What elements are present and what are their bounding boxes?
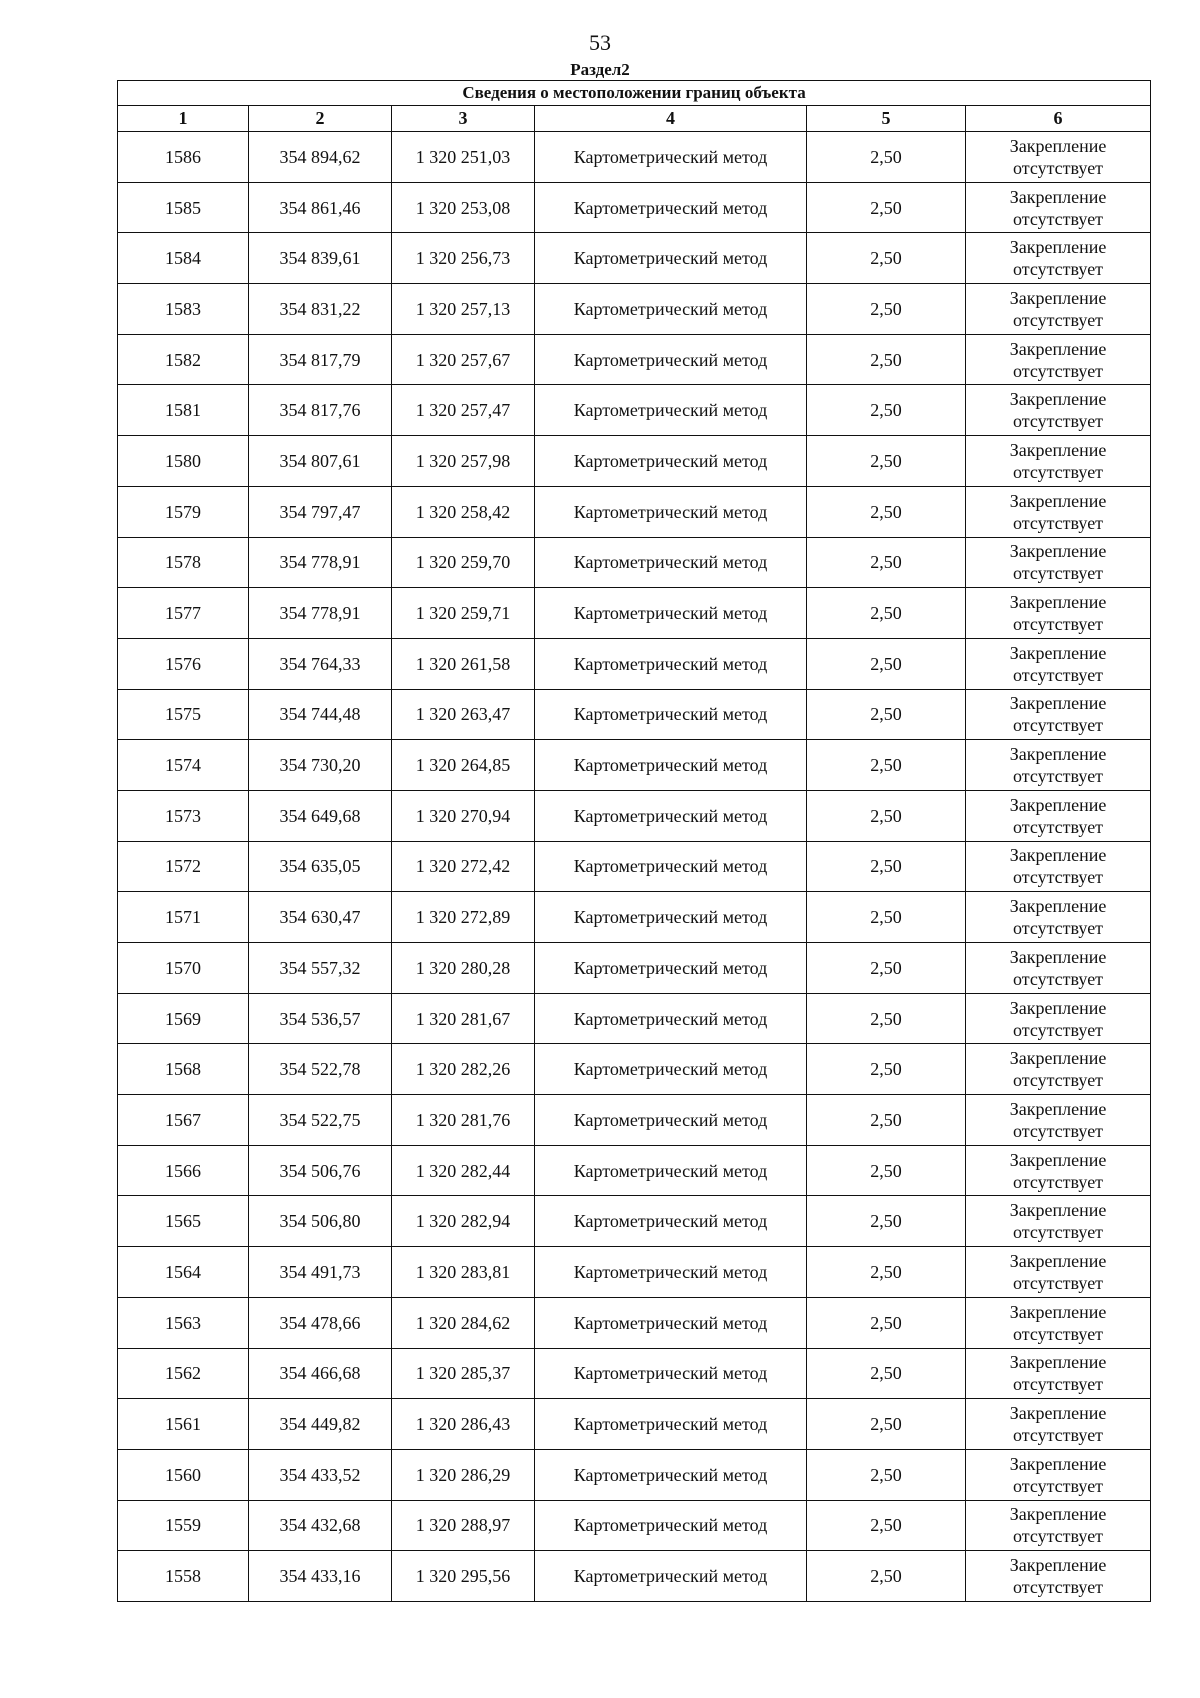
accuracy-cell: 2,50 [807, 1500, 966, 1551]
table-row [118, 1449, 1151, 1500]
y-coordinate-cell: 1 320 259,71 [392, 588, 535, 639]
fixing-description-cell: Закрепление отсутствует [966, 740, 1151, 791]
x-coordinate-cell: 354 466,68 [249, 1348, 392, 1399]
point-number-cell: 1574 [118, 740, 249, 791]
point-number-cell: 1573 [118, 790, 249, 841]
point-number-cell: 1575 [118, 689, 249, 740]
method-cell: Картометрический метод [535, 841, 807, 892]
x-coordinate-cell: 354 433,52 [249, 1449, 392, 1500]
fixing-description-cell: Закрепление отсутствует [966, 943, 1151, 994]
table-row [118, 588, 1151, 639]
y-coordinate-cell: 1 320 286,29 [392, 1449, 535, 1500]
accuracy-cell: 2,50 [807, 790, 966, 841]
x-coordinate-cell: 354 506,76 [249, 1145, 392, 1196]
method-cell: Картометрический метод [535, 790, 807, 841]
accuracy-cell: 2,50 [807, 182, 966, 233]
fixing-description-cell: Закрепление отсутствует [966, 182, 1151, 233]
point-number-cell: 1566 [118, 1145, 249, 1196]
y-coordinate-cell: 1 320 295,56 [392, 1551, 535, 1602]
point-number-cell: 1578 [118, 537, 249, 588]
table-row [118, 1297, 1151, 1348]
accuracy-cell: 2,50 [807, 1196, 966, 1247]
x-coordinate-cell: 354 778,91 [249, 537, 392, 588]
x-coordinate-cell: 354 536,57 [249, 993, 392, 1044]
fixing-description-cell: Закрепление отсутствует [966, 1399, 1151, 1450]
accuracy-cell: 2,50 [807, 1145, 966, 1196]
column-header: 6 [966, 106, 1151, 132]
y-coordinate-cell: 1 320 253,08 [392, 182, 535, 233]
accuracy-cell: 2,50 [807, 1449, 966, 1500]
accuracy-cell: 2,50 [807, 1297, 966, 1348]
accuracy-cell: 2,50 [807, 1348, 966, 1399]
fixing-description-cell: Закрепление отсутствует [966, 537, 1151, 588]
y-coordinate-cell: 1 320 259,70 [392, 537, 535, 588]
accuracy-cell: 2,50 [807, 689, 966, 740]
fixing-description-cell: Закрепление отсутствует [966, 993, 1151, 1044]
fixing-description-cell: Закрепление отсутствует [966, 1297, 1151, 1348]
table-caption: Сведения о местоположении границ объекта [118, 81, 1151, 106]
accuracy-cell: 2,50 [807, 638, 966, 689]
point-number-cell: 1584 [118, 233, 249, 284]
y-coordinate-cell: 1 320 282,26 [392, 1044, 535, 1095]
x-coordinate-cell: 354 491,73 [249, 1247, 392, 1298]
table-row [118, 436, 1151, 487]
boundary-coordinates-table [117, 80, 1151, 1602]
method-cell: Картометрический метод [535, 182, 807, 233]
y-coordinate-cell: 1 320 257,67 [392, 334, 535, 385]
x-coordinate-cell: 354 635,05 [249, 841, 392, 892]
method-cell: Картометрический метод [535, 1196, 807, 1247]
y-coordinate-cell: 1 320 270,94 [392, 790, 535, 841]
point-number-cell: 1571 [118, 892, 249, 943]
accuracy-cell: 2,50 [807, 284, 966, 335]
table-row [118, 537, 1151, 588]
column-header: 2 [249, 106, 392, 132]
point-number-cell: 1565 [118, 1196, 249, 1247]
y-coordinate-cell: 1 320 281,67 [392, 993, 535, 1044]
table-row [118, 1145, 1151, 1196]
fixing-description-cell: Закрепление отсутствует [966, 1449, 1151, 1500]
fixing-description-cell: Закрепление отсутствует [966, 1145, 1151, 1196]
method-cell: Картометрический метод [535, 486, 807, 537]
fixing-description-cell: Закрепление отсутствует [966, 689, 1151, 740]
method-cell: Картометрический метод [535, 1247, 807, 1298]
accuracy-cell: 2,50 [807, 740, 966, 791]
accuracy-cell: 2,50 [807, 1399, 966, 1450]
x-coordinate-cell: 354 449,82 [249, 1399, 392, 1450]
fixing-description-cell: Закрепление отсутствует [966, 1247, 1151, 1298]
table-row [118, 689, 1151, 740]
table-row [118, 943, 1151, 994]
table-row [118, 1348, 1151, 1399]
fixing-description-cell: Закрепление отсутствует [966, 1095, 1151, 1146]
point-number-cell: 1558 [118, 1551, 249, 1602]
accuracy-cell: 2,50 [807, 233, 966, 284]
point-number-cell: 1559 [118, 1500, 249, 1551]
y-coordinate-cell: 1 320 283,81 [392, 1247, 535, 1298]
table-row [118, 1196, 1151, 1247]
point-number-cell: 1579 [118, 486, 249, 537]
accuracy-cell: 2,50 [807, 993, 966, 1044]
y-coordinate-cell: 1 320 280,28 [392, 943, 535, 994]
x-coordinate-cell: 354 839,61 [249, 233, 392, 284]
accuracy-cell: 2,50 [807, 436, 966, 487]
y-coordinate-cell: 1 320 257,98 [392, 436, 535, 487]
x-coordinate-cell: 354 861,46 [249, 182, 392, 233]
fixing-description-cell: Закрепление отсутствует [966, 638, 1151, 689]
x-coordinate-cell: 354 764,33 [249, 638, 392, 689]
point-number-cell: 1576 [118, 638, 249, 689]
fixing-description-cell: Закрепление отсутствует [966, 233, 1151, 284]
point-number-cell: 1577 [118, 588, 249, 639]
point-number-cell: 1580 [118, 436, 249, 487]
point-number-cell: 1586 [118, 132, 249, 183]
method-cell: Картометрический метод [535, 1348, 807, 1399]
table-row [118, 740, 1151, 791]
x-coordinate-cell: 354 432,68 [249, 1500, 392, 1551]
fixing-description-cell: Закрепление отсутствует [966, 790, 1151, 841]
x-coordinate-cell: 354 433,16 [249, 1551, 392, 1602]
fixing-description-cell: Закрепление отсутствует [966, 1196, 1151, 1247]
method-cell: Картометрический метод [535, 1044, 807, 1095]
y-coordinate-cell: 1 320 281,76 [392, 1095, 535, 1146]
fixing-description-cell: Закрепление отсутствует [966, 588, 1151, 639]
method-cell: Картометрический метод [535, 588, 807, 639]
point-number-cell: 1562 [118, 1348, 249, 1399]
fixing-description-cell: Закрепление отсутствует [966, 1348, 1151, 1399]
y-coordinate-cell: 1 320 264,85 [392, 740, 535, 791]
fixing-description-cell: Закрепление отсутствует [966, 1500, 1151, 1551]
x-coordinate-cell: 354 817,76 [249, 385, 392, 436]
y-coordinate-cell: 1 320 261,58 [392, 638, 535, 689]
accuracy-cell: 2,50 [807, 1095, 966, 1146]
fixing-description-cell: Закрепление отсутствует [966, 132, 1151, 183]
method-cell: Картометрический метод [535, 537, 807, 588]
y-coordinate-cell: 1 320 272,42 [392, 841, 535, 892]
point-number-cell: 1568 [118, 1044, 249, 1095]
fixing-description-cell: Закрепление отсутствует [966, 385, 1151, 436]
x-coordinate-cell: 354 817,79 [249, 334, 392, 385]
x-coordinate-cell: 354 797,47 [249, 486, 392, 537]
y-coordinate-cell: 1 320 286,43 [392, 1399, 535, 1450]
x-coordinate-cell: 354 894,62 [249, 132, 392, 183]
y-coordinate-cell: 1 320 258,42 [392, 486, 535, 537]
accuracy-cell: 2,50 [807, 334, 966, 385]
x-coordinate-cell: 354 744,48 [249, 689, 392, 740]
method-cell: Картометрический метод [535, 1399, 807, 1450]
x-coordinate-cell: 354 778,91 [249, 588, 392, 639]
table-row [118, 993, 1151, 1044]
point-number-cell: 1560 [118, 1449, 249, 1500]
x-coordinate-cell: 354 557,32 [249, 943, 392, 994]
method-cell: Картометрический метод [535, 1449, 807, 1500]
x-coordinate-cell: 354 506,80 [249, 1196, 392, 1247]
page-number: 53 [589, 30, 611, 55]
table-row [118, 892, 1151, 943]
accuracy-cell: 2,50 [807, 132, 966, 183]
method-cell: Картометрический метод [535, 1145, 807, 1196]
y-coordinate-cell: 1 320 251,03 [392, 132, 535, 183]
point-number-cell: 1585 [118, 182, 249, 233]
accuracy-cell: 2,50 [807, 1247, 966, 1298]
table-row [118, 1095, 1151, 1146]
table-row [118, 486, 1151, 537]
y-coordinate-cell: 1 320 282,94 [392, 1196, 535, 1247]
method-cell: Картометрический метод [535, 334, 807, 385]
y-coordinate-cell: 1 320 257,47 [392, 385, 535, 436]
x-coordinate-cell: 354 522,75 [249, 1095, 392, 1146]
point-number-cell: 1569 [118, 993, 249, 1044]
method-cell: Картометрический метод [535, 284, 807, 335]
x-coordinate-cell: 354 522,78 [249, 1044, 392, 1095]
accuracy-cell: 2,50 [807, 1044, 966, 1095]
method-cell: Картометрический метод [535, 132, 807, 183]
table-row [118, 638, 1151, 689]
method-cell: Картометрический метод [535, 385, 807, 436]
table-row [118, 132, 1151, 183]
fixing-description-cell: Закрепление отсутствует [966, 1044, 1151, 1095]
method-cell: Картометрический метод [535, 1500, 807, 1551]
method-cell: Картометрический метод [535, 233, 807, 284]
fixing-description-cell: Закрепление отсутствует [966, 841, 1151, 892]
method-cell: Картометрический метод [535, 892, 807, 943]
table-row [118, 1399, 1151, 1450]
x-coordinate-cell: 354 730,20 [249, 740, 392, 791]
y-coordinate-cell: 1 320 263,47 [392, 689, 535, 740]
table-row [118, 182, 1151, 233]
column-header: 4 [535, 106, 807, 132]
y-coordinate-cell: 1 320 288,97 [392, 1500, 535, 1551]
y-coordinate-cell: 1 320 272,89 [392, 892, 535, 943]
x-coordinate-cell: 354 831,22 [249, 284, 392, 335]
accuracy-cell: 2,50 [807, 537, 966, 588]
point-number-cell: 1583 [118, 284, 249, 335]
table-row [118, 233, 1151, 284]
table-row [118, 790, 1151, 841]
method-cell: Картометрический метод [535, 638, 807, 689]
point-number-cell: 1561 [118, 1399, 249, 1450]
x-coordinate-cell: 354 478,66 [249, 1297, 392, 1348]
point-number-cell: 1581 [118, 385, 249, 436]
y-coordinate-cell: 1 320 257,13 [392, 284, 535, 335]
table-row [118, 841, 1151, 892]
y-coordinate-cell: 1 320 256,73 [392, 233, 535, 284]
accuracy-cell: 2,50 [807, 588, 966, 639]
accuracy-cell: 2,50 [807, 385, 966, 436]
point-number-cell: 1570 [118, 943, 249, 994]
table-row [118, 1247, 1151, 1298]
method-cell: Картометрический метод [535, 740, 807, 791]
fixing-description-cell: Закрепление отсутствует [966, 486, 1151, 537]
table-row [118, 1551, 1151, 1602]
table-row [118, 1500, 1151, 1551]
point-number-cell: 1563 [118, 1297, 249, 1348]
method-cell: Картометрический метод [535, 1095, 807, 1146]
accuracy-cell: 2,50 [807, 486, 966, 537]
y-coordinate-cell: 1 320 282,44 [392, 1145, 535, 1196]
accuracy-cell: 2,50 [807, 943, 966, 994]
x-coordinate-cell: 354 807,61 [249, 436, 392, 487]
point-number-cell: 1564 [118, 1247, 249, 1298]
column-header: 3 [392, 106, 535, 132]
fixing-description-cell: Закрепление отсутствует [966, 284, 1151, 335]
table-row [118, 334, 1151, 385]
point-number-cell: 1582 [118, 334, 249, 385]
column-header: 1 [118, 106, 249, 132]
y-coordinate-cell: 1 320 284,62 [392, 1297, 535, 1348]
method-cell: Картометрический метод [535, 1551, 807, 1602]
point-number-cell: 1567 [118, 1095, 249, 1146]
table-row [118, 385, 1151, 436]
accuracy-cell: 2,50 [807, 841, 966, 892]
method-cell: Картометрический метод [535, 993, 807, 1044]
accuracy-cell: 2,50 [807, 1551, 966, 1602]
column-header: 5 [807, 106, 966, 132]
fixing-description-cell: Закрепление отсутствует [966, 436, 1151, 487]
method-cell: Картометрический метод [535, 1297, 807, 1348]
x-coordinate-cell: 354 649,68 [249, 790, 392, 841]
x-coordinate-cell: 354 630,47 [249, 892, 392, 943]
point-number-cell: 1572 [118, 841, 249, 892]
fixing-description-cell: Закрепление отсутствует [966, 892, 1151, 943]
table-row [118, 284, 1151, 335]
fixing-description-cell: Закрепление отсутствует [966, 1551, 1151, 1602]
section-title: Раздел2 [570, 60, 630, 79]
method-cell: Картометрический метод [535, 689, 807, 740]
table-body [118, 132, 1151, 1602]
fixing-description-cell: Закрепление отсутствует [966, 334, 1151, 385]
accuracy-cell: 2,50 [807, 892, 966, 943]
method-cell: Картометрический метод [535, 436, 807, 487]
method-cell: Картометрический метод [535, 943, 807, 994]
y-coordinate-cell: 1 320 285,37 [392, 1348, 535, 1399]
table-row [118, 1044, 1151, 1095]
